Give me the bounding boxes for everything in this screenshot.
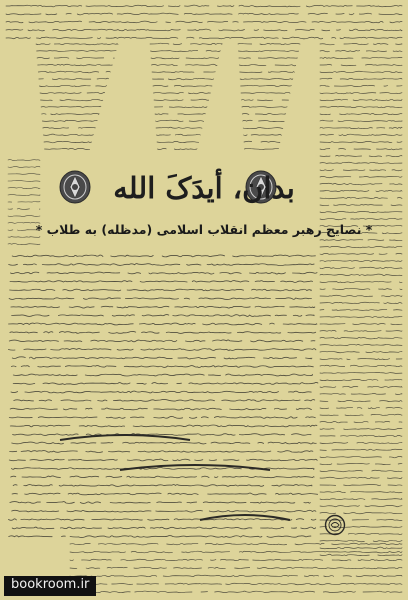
handwriting-line — [10, 502, 310, 504]
handwriting-line — [238, 51, 298, 52]
handwriting-line — [13, 434, 311, 436]
handwriting-line — [320, 421, 402, 422]
handwriting-line — [244, 141, 280, 142]
handwriting-line — [45, 148, 90, 149]
handwriting-line — [156, 127, 202, 128]
handwriting-line — [320, 289, 402, 290]
handwriting-line — [320, 148, 402, 149]
handwriting-line — [151, 50, 221, 51]
handwriting-line — [12, 366, 314, 368]
handwriting-line — [12, 255, 315, 257]
handwriting-line — [320, 379, 402, 380]
handwriting-line — [240, 71, 295, 72]
handwriting-line — [243, 128, 283, 129]
handwriting-line — [151, 58, 219, 59]
handwriting-line — [320, 498, 402, 499]
handwriting-line — [320, 253, 402, 254]
handwriting-line — [320, 260, 402, 261]
handwriting-line — [6, 13, 402, 15]
handwriting-line — [320, 127, 402, 128]
handwriting-line — [9, 536, 311, 538]
watermark-label: bookroom.ir — [4, 576, 96, 596]
handwriting-line — [155, 107, 208, 108]
handwriting-line — [320, 414, 402, 415]
handwriting-line — [238, 43, 300, 44]
handwriting-line — [36, 44, 118, 45]
handwriting-line — [12, 527, 315, 529]
handwriting-line — [10, 425, 317, 427]
handwriting-line — [320, 99, 402, 100]
handwriting-line — [320, 71, 402, 72]
handwriting-line — [70, 575, 402, 577]
handwriting-line — [157, 134, 201, 135]
handwriting-line — [320, 505, 402, 506]
handwriting-line — [12, 493, 318, 495]
handwriting-line — [240, 79, 293, 80]
handwriting-line — [9, 298, 311, 300]
handwriting-line — [320, 386, 402, 387]
handwriting-line — [320, 400, 402, 401]
handwriting-line — [320, 134, 402, 135]
handwriting-line — [320, 470, 402, 471]
handwriting-line — [13, 382, 318, 384]
handwriting-line — [320, 344, 402, 345]
handwriting-line — [320, 463, 402, 464]
handwriting-line — [320, 393, 402, 394]
handwriting-line — [37, 51, 117, 52]
handwriting-line — [11, 272, 318, 274]
handwriting-line — [320, 330, 402, 331]
handwriting-line — [152, 71, 215, 72]
handwriting-line — [320, 365, 402, 366]
handwriting-line — [9, 416, 315, 418]
handwriting-line — [155, 114, 205, 115]
handwriting-line — [320, 155, 402, 156]
handwriting-line — [239, 65, 295, 66]
handwriting-line — [156, 120, 204, 121]
handwriting-line — [320, 78, 402, 79]
handwriting-line — [153, 78, 214, 79]
handwriting-line — [320, 456, 402, 457]
handwriting-line — [43, 134, 93, 135]
book-title: بدان، أیدَکَ الله — [113, 171, 295, 205]
handwriting-line — [10, 281, 313, 283]
handwriting-line — [320, 295, 402, 296]
handwriting-line — [320, 141, 402, 142]
handwriting-line — [241, 92, 290, 93]
handwriting-line — [244, 148, 278, 149]
handwriting-line — [150, 43, 222, 44]
handwriting-line — [239, 58, 297, 59]
handwriting-line — [320, 120, 402, 121]
handwriting-line — [320, 359, 402, 360]
handwriting-line — [158, 148, 198, 149]
handwriting-line — [37, 57, 114, 58]
handwriting-line — [6, 21, 402, 23]
handwriting-line — [320, 485, 402, 486]
handwriting-line — [320, 113, 402, 114]
handwriting-line — [320, 491, 402, 492]
handwriting-line — [320, 106, 402, 107]
handwriting-line — [152, 64, 218, 65]
handwriting-line — [41, 99, 103, 101]
handwriting-line — [320, 57, 402, 58]
seal-stamp — [324, 514, 346, 536]
book-subtitle: * نصایح رهبر معظم انقلاب اسلامی (مدظله) به طلاب * — [35, 222, 373, 237]
handwriting-line — [320, 540, 402, 542]
handwriting-line — [242, 113, 285, 114]
handwriting-line — [320, 337, 402, 339]
handwriting-line — [14, 399, 315, 401]
handwriting-line — [44, 141, 92, 142]
handwriting-line — [320, 554, 402, 555]
handwriting-line — [70, 567, 402, 569]
handwriting-line — [42, 120, 97, 121]
handwriting-line — [320, 449, 402, 450]
handwriting-line — [243, 120, 285, 121]
handwriting-line — [154, 99, 209, 100]
handwriting-line — [43, 127, 96, 128]
handwriting-line — [10, 289, 312, 291]
handwriting-line — [70, 583, 402, 585]
handwriting-line — [320, 324, 402, 325]
handwriting-line — [11, 391, 311, 393]
handwriting-line — [9, 519, 316, 521]
handwriting-line — [12, 315, 315, 317]
handwriting-line — [8, 349, 316, 351]
handwriting-line — [9, 323, 317, 325]
title-block — [0, 158, 408, 250]
handwriting-line — [157, 141, 199, 142]
handwriting-line — [41, 106, 101, 107]
handwriting-line — [320, 50, 402, 51]
handwriting-line — [13, 374, 312, 376]
handwriting-line — [6, 29, 402, 31]
handwriting-line — [10, 331, 316, 333]
handwriting-line — [70, 559, 402, 560]
handwriting-line — [70, 591, 402, 593]
handwriting-line — [6, 5, 402, 7]
handwriting-line — [320, 351, 402, 352]
handwriting-line — [320, 43, 402, 44]
handwriting-line — [244, 134, 282, 135]
handwriting-line — [242, 106, 287, 107]
handwriting-line — [12, 442, 317, 444]
handwriting-line — [12, 357, 312, 359]
handwriting-line — [320, 267, 402, 268]
handwriting-line — [320, 547, 402, 549]
handwriting-line — [39, 78, 109, 79]
handwriting-line — [320, 428, 402, 429]
handwriting-line — [9, 459, 317, 461]
handwriting-line — [154, 92, 211, 93]
handwriting-line — [320, 281, 402, 282]
handwriting-line — [241, 100, 288, 101]
handwriting-line — [320, 372, 402, 373]
handwriting-line — [320, 85, 402, 86]
handwriting-line — [9, 340, 315, 342]
handwriting-line — [320, 407, 402, 408]
handwriting-line — [320, 310, 402, 311]
handwriting-line — [320, 302, 402, 303]
handwriting-line — [13, 485, 312, 487]
handwriting-line — [42, 113, 99, 114]
handwriting-line — [320, 435, 402, 436]
handwriting-line — [38, 64, 113, 65]
handwriting-line — [320, 316, 402, 317]
handwriting-line — [70, 543, 402, 545]
handwriting-line — [10, 408, 311, 410]
handwriting-line — [320, 274, 402, 275]
handwriting-line — [320, 64, 402, 65]
handwriting-line — [320, 477, 402, 478]
handwriting-line — [241, 85, 292, 86]
handwriting-line — [153, 85, 212, 86]
handwriting-line — [11, 306, 315, 308]
handwriting-line — [12, 510, 316, 512]
calligraphy-stroke — [60, 435, 190, 440]
handwriting-line — [40, 92, 105, 93]
handwriting-line — [39, 86, 106, 87]
handwriting-line — [11, 476, 314, 478]
handwriting-line — [320, 442, 402, 443]
handwriting-line — [320, 93, 402, 94]
handwriting-line — [6, 37, 402, 39]
handwriting-line — [9, 264, 314, 266]
handwriting-line — [10, 451, 313, 453]
handwriting-line — [70, 551, 402, 553]
handwriting-line — [38, 71, 110, 73]
